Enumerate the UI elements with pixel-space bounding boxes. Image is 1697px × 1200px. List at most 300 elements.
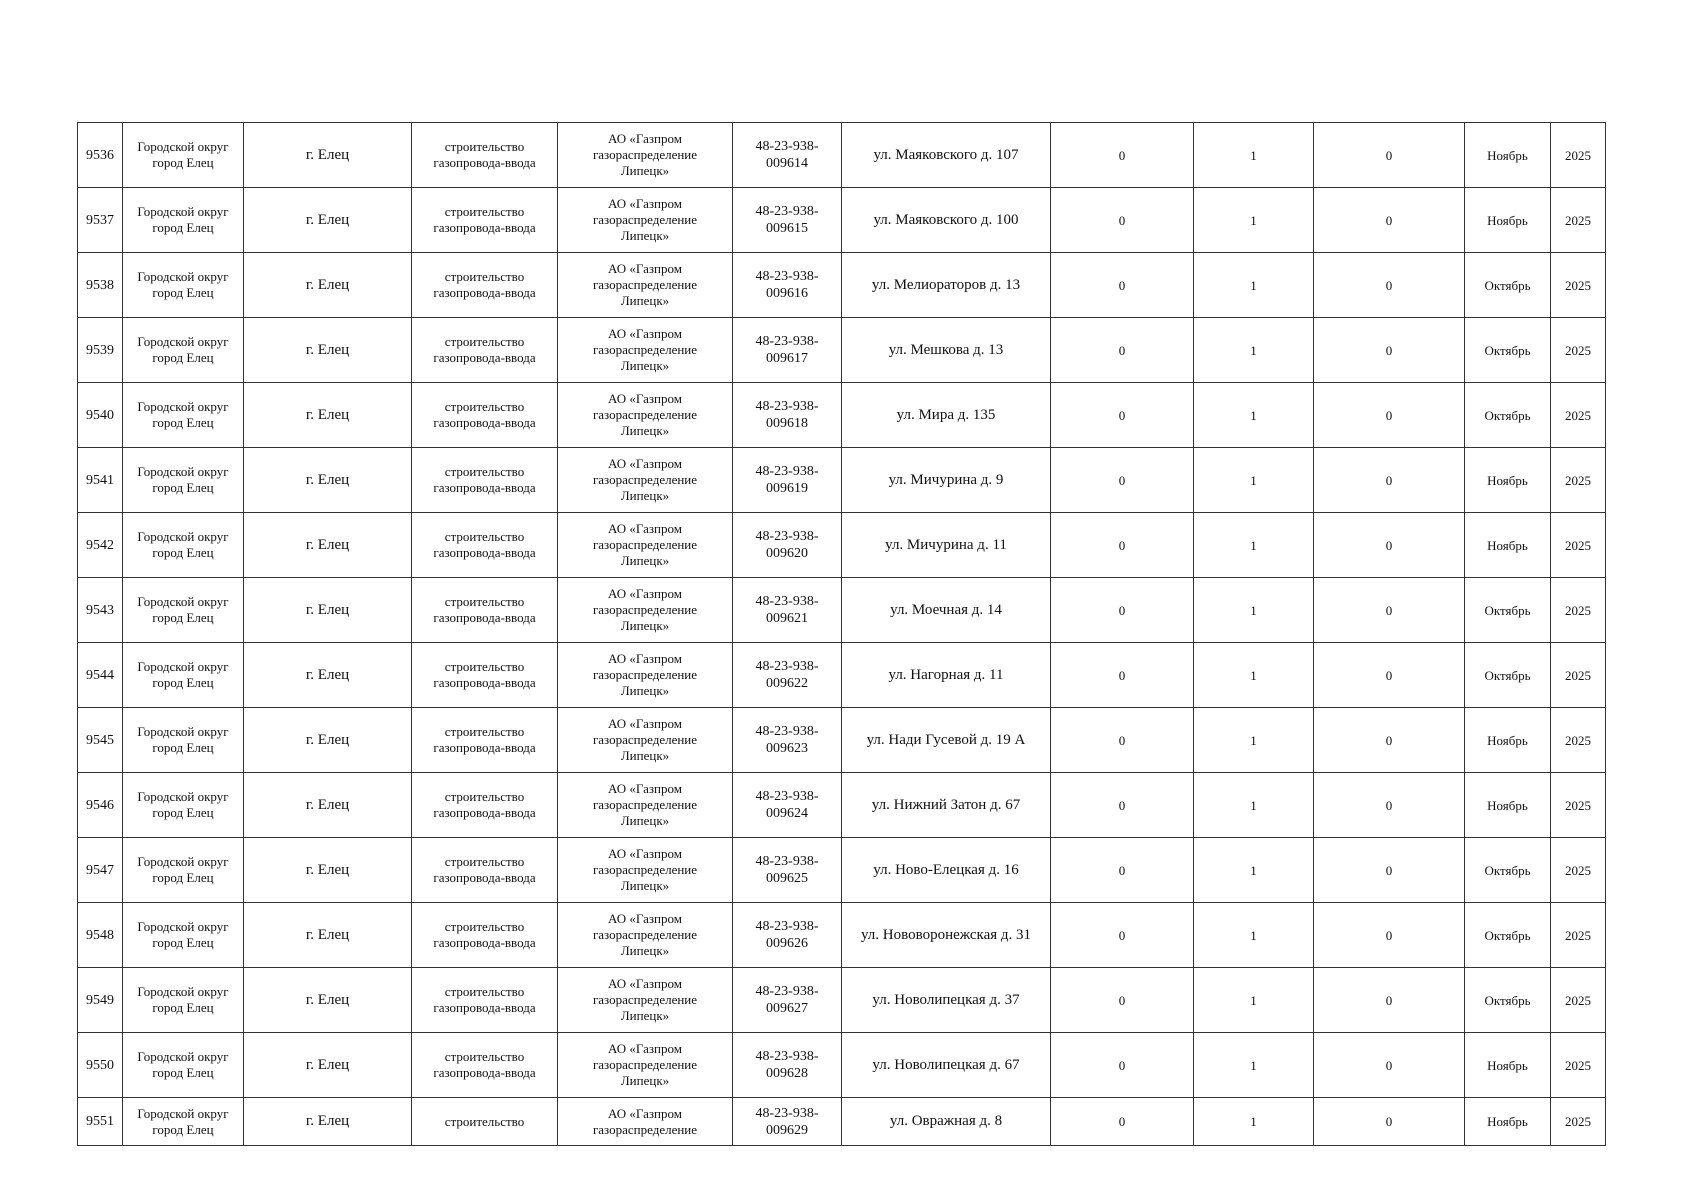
locality-cell: г. Елец [244,838,412,903]
value-3-cell: 0 [1314,578,1465,643]
district-line: город Елец [152,740,214,755]
work-type-line: газопровода-ввода [433,155,536,170]
object-code-line: 009629 [766,1122,808,1138]
district-line: город Елец [152,805,214,820]
year-cell: 2025 [1551,513,1606,578]
organization-line: газораспределение [592,212,698,227]
district-cell [123,968,244,1033]
value-2-cell: 1 [1194,253,1314,318]
organization-line: АО «Газпром [608,391,682,406]
organization-line: газораспределение [592,1121,698,1137]
value-3-cell: 0 [1314,708,1465,773]
district-cell [123,448,244,513]
value-1-cell: 0 [1051,643,1194,708]
gas-connection-table [77,122,1606,1146]
table-row [78,448,1606,513]
work-type-line: строительство [444,1049,525,1064]
work-type-line: строительство [444,724,525,739]
district-line: Городской округ [137,139,229,154]
work-type-cell [412,968,558,1033]
organization-line: газораспределение [592,342,698,357]
work-type-cell [412,838,558,903]
district-line: город Елец [152,480,214,495]
organization-line: газораспределение [592,667,698,682]
district-line: Городской округ [137,854,229,869]
object-code-line: 48-23-938- [755,1105,819,1121]
object-code-line: 009625 [766,871,808,886]
organization-line: газораспределение [592,472,698,487]
organization-line: Липецк» [620,163,670,178]
organization-line: АО «Газпром [608,521,682,536]
work-type-line: строительство [444,529,525,544]
row-number-cell: 9537 [78,188,123,253]
locality-cell: г. Елец [244,383,412,448]
organization-cell [558,448,733,513]
object-code-line: 009628 [766,1066,808,1081]
organization-cell [558,513,733,578]
district-line: Городской округ [137,594,229,609]
value-2-cell: 1 [1194,383,1314,448]
value-1-cell: 0 [1051,513,1194,578]
work-type-cell [412,708,558,773]
locality-cell: г. Елец [244,448,412,513]
value-2-cell: 1 [1194,1098,1314,1146]
work-type-line: газопровода-ввода [433,285,536,300]
object-code-line: 48-23-938- [755,529,819,544]
year-cell: 2025 [1551,253,1606,318]
object-code-cell [733,253,842,318]
district-cell [123,123,244,188]
object-code-line: 48-23-938- [755,789,819,804]
month-cell: Октябрь [1465,643,1551,708]
year-cell: 2025 [1551,578,1606,643]
month-cell: Ноябрь [1465,773,1551,838]
district-line: город Елец [152,415,214,430]
organization-cell [558,773,733,838]
locality-cell: г. Елец [244,123,412,188]
organization-line: газораспределение [592,992,698,1007]
address-cell: ул. Маяковского д. 100 [842,188,1051,253]
locality-cell: г. Елец [244,1098,412,1146]
work-type-cell [412,903,558,968]
district-line: город Елец [152,220,214,235]
district-line: Городской округ [137,204,229,219]
district-cell [123,578,244,643]
work-type-line: газопровода-ввода [433,935,536,950]
organization-line: Липецк» [620,423,670,438]
value-1-cell: 0 [1051,708,1194,773]
district-line: Городской округ [137,984,229,999]
value-3-cell: 0 [1314,643,1465,708]
organization-line: АО «Газпром [608,846,682,861]
work-type-line: строительство [444,1113,525,1129]
year-cell: 2025 [1551,968,1606,1033]
value-1-cell: 0 [1051,903,1194,968]
work-type-cell [412,1098,558,1146]
work-type-cell [412,383,558,448]
table-row [78,643,1606,708]
work-type-line: строительство [444,984,525,999]
object-code-line: 48-23-938- [755,919,819,934]
locality-cell: г. Елец [244,578,412,643]
object-code-cell [733,773,842,838]
object-code-cell [733,578,842,643]
value-2-cell: 1 [1194,903,1314,968]
organization-line: АО «Газпром [608,1041,682,1056]
organization-line: Липецк» [620,618,670,633]
table-body [78,123,1606,1146]
organization-cell [558,838,733,903]
district-line: город Елец [152,1065,214,1080]
district-line: город Елец [152,1121,214,1137]
object-code-line: 48-23-938- [755,984,819,999]
object-code-cell [733,1098,842,1146]
object-code-line: 009624 [766,806,808,821]
object-code-cell [733,383,842,448]
work-type-line: строительство [444,919,525,934]
address-cell: ул. Нижний Затон д. 67 [842,773,1051,838]
organization-line: Липецк» [620,943,670,958]
value-2-cell: 1 [1194,968,1314,1033]
address-cell: ул. Новолипецкая д. 37 [842,968,1051,1033]
organization-line: АО «Газпром [608,456,682,471]
locality-cell: г. Елец [244,318,412,383]
district-cell [123,1098,244,1146]
organization-line: Липецк» [620,683,670,698]
district-cell [123,513,244,578]
month-cell: Октябрь [1465,383,1551,448]
object-code-line: 48-23-938- [755,854,819,869]
object-code-cell [733,448,842,513]
organization-cell [558,643,733,708]
locality-cell: г. Елец [244,773,412,838]
object-code-cell [733,1033,842,1098]
row-number-cell: 9551 [78,1098,123,1146]
row-number-cell: 9538 [78,253,123,318]
work-type-cell [412,123,558,188]
value-3-cell: 0 [1314,1098,1465,1146]
year-cell: 2025 [1551,903,1606,968]
organization-cell [558,318,733,383]
value-1-cell: 0 [1051,188,1194,253]
locality-cell: г. Елец [244,968,412,1033]
value-1-cell: 0 [1051,253,1194,318]
value-3-cell: 0 [1314,253,1465,318]
organization-line: газораспределение [592,927,698,942]
organization-cell [558,383,733,448]
object-code-line: 009617 [766,351,808,366]
organization-cell [558,968,733,1033]
value-2-cell: 1 [1194,1033,1314,1098]
organization-line: газораспределение [592,147,698,162]
work-type-cell [412,318,558,383]
year-cell: 2025 [1551,643,1606,708]
value-1-cell: 0 [1051,448,1194,513]
row-number-cell: 9540 [78,383,123,448]
object-code-cell [733,903,842,968]
value-2-cell: 1 [1194,643,1314,708]
work-type-cell [412,578,558,643]
district-line: Городской округ [137,269,229,284]
row-number-cell: 9541 [78,448,123,513]
district-line: Городской округ [137,659,229,674]
value-2-cell: 1 [1194,513,1314,578]
year-cell: 2025 [1551,1098,1606,1146]
organization-line: АО «Газпром [608,911,682,926]
month-cell: Октябрь [1465,838,1551,903]
month-cell: Ноябрь [1465,708,1551,773]
district-line: город Елец [152,285,214,300]
address-cell: ул. Моечная д. 14 [842,578,1051,643]
organization-line: газораспределение [592,537,698,552]
district-cell [123,253,244,318]
organization-line: АО «Газпром [608,196,682,211]
month-cell: Ноябрь [1465,513,1551,578]
year-cell: 2025 [1551,448,1606,513]
address-cell: ул. Ново-Елецкая д. 16 [842,838,1051,903]
table-row [78,838,1606,903]
value-1-cell: 0 [1051,1033,1194,1098]
organization-line: газораспределение [592,732,698,747]
district-line: Городской округ [137,464,229,479]
object-code-cell [733,708,842,773]
object-code-cell [733,643,842,708]
value-2-cell: 1 [1194,773,1314,838]
organization-cell [558,903,733,968]
organization-line: газораспределение [592,602,698,617]
organization-line: Липецк» [620,228,670,243]
value-1-cell: 0 [1051,1098,1194,1146]
object-code-line: 009623 [766,741,808,756]
object-code-line: 48-23-938- [755,399,819,414]
month-cell: Ноябрь [1465,448,1551,513]
work-type-line: газопровода-ввода [433,545,536,560]
organization-line: АО «Газпром [608,131,682,146]
organization-line: Липецк» [620,1008,670,1023]
object-code-line: 48-23-938- [755,139,819,154]
address-cell: ул. Нововоронежская д. 31 [842,903,1051,968]
value-1-cell: 0 [1051,318,1194,383]
value-2-cell: 1 [1194,708,1314,773]
organization-cell [558,1033,733,1098]
object-code-line: 009620 [766,546,808,561]
organization-line: газораспределение [592,1057,698,1072]
organization-cell [558,188,733,253]
work-type-line: строительство [444,334,525,349]
locality-cell: г. Елец [244,1033,412,1098]
organization-line: Липецк» [620,293,670,308]
district-line: город Елец [152,155,214,170]
district-line: город Елец [152,610,214,625]
organization-line: АО «Газпром [608,586,682,601]
work-type-line: строительство [444,464,525,479]
organization-line: Липецк» [620,878,670,893]
district-line: город Елец [152,1000,214,1015]
object-code-cell [733,123,842,188]
object-code-line: 009614 [766,156,808,171]
organization-cell [558,1098,733,1146]
table-row [78,903,1606,968]
table-row [78,253,1606,318]
year-cell: 2025 [1551,1033,1606,1098]
locality-cell: г. Елец [244,903,412,968]
month-cell: Октябрь [1465,968,1551,1033]
address-cell: ул. Нади Гусевой д. 19 А [842,708,1051,773]
work-type-line: газопровода-ввода [433,610,536,625]
table-row [78,968,1606,1033]
row-number-cell: 9546 [78,773,123,838]
organization-line: Липецк» [620,553,670,568]
object-code-line: 48-23-938- [755,659,819,674]
organization-cell [558,708,733,773]
value-3-cell: 0 [1314,773,1465,838]
district-cell [123,1033,244,1098]
work-type-line: газопровода-ввода [433,1065,536,1080]
value-3-cell: 0 [1314,903,1465,968]
address-cell: ул. Мира д. 135 [842,383,1051,448]
value-1-cell: 0 [1051,968,1194,1033]
object-code-line: 48-23-938- [755,724,819,739]
gas-connection-table-page [77,122,1606,1146]
object-code-line: 48-23-938- [755,334,819,349]
row-number-cell: 9542 [78,513,123,578]
row-number-cell: 9550 [78,1033,123,1098]
district-line: город Елец [152,870,214,885]
organization-line: газораспределение [592,277,698,292]
row-number-cell: 9544 [78,643,123,708]
year-cell: 2025 [1551,318,1606,383]
organization-line: газораспределение [592,862,698,877]
year-cell: 2025 [1551,708,1606,773]
district-line: Городской округ [137,919,229,934]
table-row [78,1098,1606,1146]
work-type-line: газопровода-ввода [433,805,536,820]
work-type-line: газопровода-ввода [433,675,536,690]
object-code-line: 009622 [766,676,808,691]
district-cell [123,903,244,968]
month-cell: Ноябрь [1465,1098,1551,1146]
work-type-cell [412,188,558,253]
work-type-line: газопровода-ввода [433,1000,536,1015]
object-code-line: 48-23-938- [755,464,819,479]
value-1-cell: 0 [1051,773,1194,838]
year-cell: 2025 [1551,773,1606,838]
district-line: Городской округ [137,334,229,349]
value-3-cell: 0 [1314,188,1465,253]
organization-line: АО «Газпром [608,326,682,341]
district-cell [123,708,244,773]
organization-line: Липецк» [620,1073,670,1088]
address-cell: ул. Овражная д. 8 [842,1098,1051,1146]
month-cell: Октябрь [1465,253,1551,318]
year-cell: 2025 [1551,123,1606,188]
value-1-cell: 0 [1051,383,1194,448]
row-number-cell: 9547 [78,838,123,903]
object-code-line: 48-23-938- [755,269,819,284]
district-line: город Елец [152,675,214,690]
value-2-cell: 1 [1194,578,1314,643]
district-cell [123,318,244,383]
work-type-line: газопровода-ввода [433,870,536,885]
year-cell: 2025 [1551,838,1606,903]
month-cell: Ноябрь [1465,188,1551,253]
district-line: Городской округ [137,1105,229,1121]
value-1-cell: 0 [1051,838,1194,903]
value-3-cell: 0 [1314,968,1465,1033]
work-type-line: газопровода-ввода [433,480,536,495]
work-type-cell [412,773,558,838]
value-3-cell: 0 [1314,838,1465,903]
district-cell [123,383,244,448]
work-type-cell [412,1033,558,1098]
address-cell: ул. Новолипецкая д. 67 [842,1033,1051,1098]
table-row [78,123,1606,188]
organization-line: АО «Газпром [608,651,682,666]
value-3-cell: 0 [1314,383,1465,448]
work-type-cell [412,253,558,318]
work-type-line: строительство [444,854,525,869]
organization-cell [558,253,733,318]
table-row [78,708,1606,773]
value-3-cell: 0 [1314,513,1465,578]
month-cell: Ноябрь [1465,123,1551,188]
work-type-cell [412,448,558,513]
value-1-cell: 0 [1051,578,1194,643]
table-row [78,513,1606,578]
district-cell [123,773,244,838]
district-line: Городской округ [137,529,229,544]
object-code-line: 009615 [766,221,808,236]
value-3-cell: 0 [1314,1033,1465,1098]
object-code-cell [733,838,842,903]
organization-line: АО «Газпром [608,716,682,731]
row-number-cell: 9543 [78,578,123,643]
work-type-line: строительство [444,269,525,284]
value-2-cell: 1 [1194,188,1314,253]
organization-line: Липецк» [620,813,670,828]
table-row [78,578,1606,643]
table-row [78,188,1606,253]
locality-cell: г. Елец [244,253,412,318]
value-2-cell: 1 [1194,318,1314,383]
work-type-line: строительство [444,139,525,154]
work-type-cell [412,643,558,708]
locality-cell: г. Елец [244,188,412,253]
district-line: Городской округ [137,789,229,804]
address-cell: ул. Мичурина д. 11 [842,513,1051,578]
organization-cell [558,578,733,643]
month-cell: Ноябрь [1465,1033,1551,1098]
organization-line: АО «Газпром [608,261,682,276]
work-type-cell [412,513,558,578]
month-cell: Октябрь [1465,318,1551,383]
object-code-line: 009627 [766,1001,808,1016]
district-line: Городской округ [137,724,229,739]
organization-line: АО «Газпром [608,976,682,991]
value-2-cell: 1 [1194,448,1314,513]
district-line: город Елец [152,350,214,365]
object-code-line: 009619 [766,481,808,496]
organization-line: Липецк» [620,358,670,373]
value-2-cell: 1 [1194,123,1314,188]
work-type-line: строительство [444,399,525,414]
work-type-line: газопровода-ввода [433,415,536,430]
district-line: Городской округ [137,1049,229,1064]
row-number-cell: 9545 [78,708,123,773]
object-code-cell [733,318,842,383]
value-2-cell: 1 [1194,838,1314,903]
work-type-line: газопровода-ввода [433,220,536,235]
